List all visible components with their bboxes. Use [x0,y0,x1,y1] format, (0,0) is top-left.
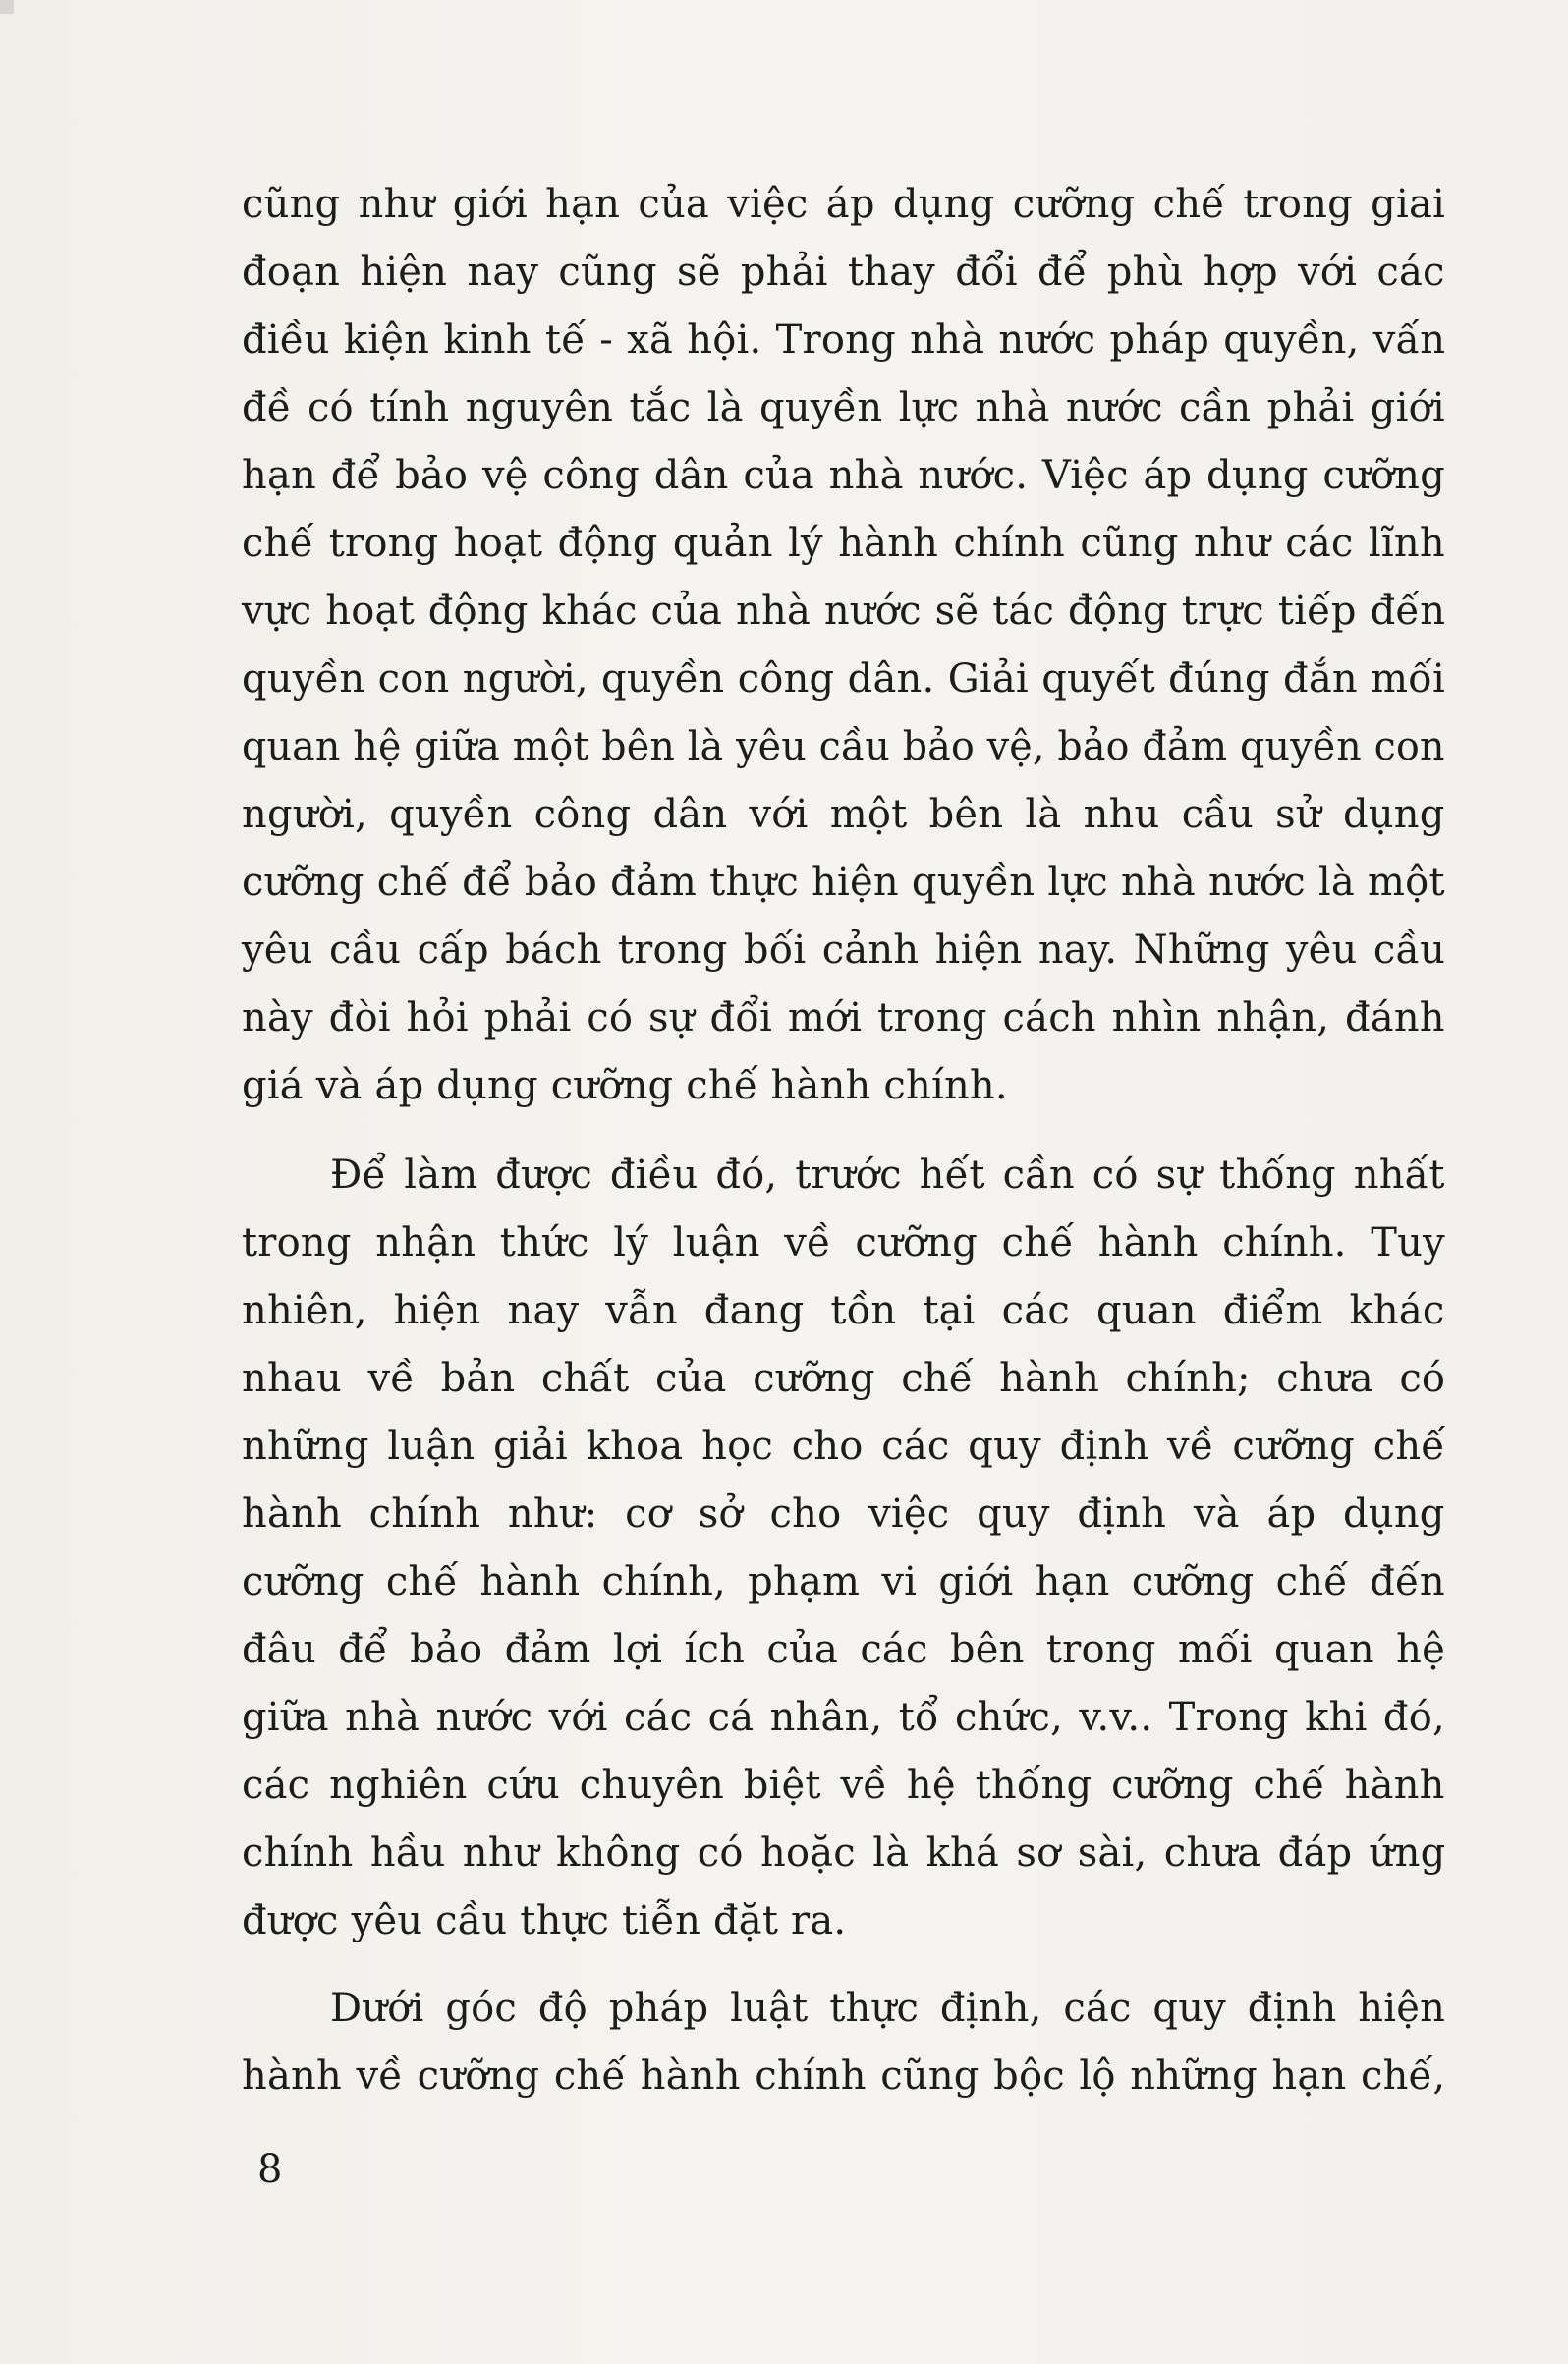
text-line: những luận giải khoa học cho các quy định về cưỡng chế [242,1424,1446,1469]
text-line: đoạn hiện nay cũng sẽ phải thay đổi để phù hợp với các [242,250,1445,295]
text-line: các nghiên cứu chuyên biệt về hệ thống cưỡng chế hành [242,1763,1445,1808]
text-line: giữa nhà nước với các cá nhân, tổ chức, v.v.. Trong khi đó, [242,1695,1445,1740]
text-line: này đòi hỏi phải có sự đổi mới trong cách nhìn nhận, đánh [242,995,1445,1041]
text-line: hành về cưỡng chế hành chính cũng bộc lộ những hạn chế, [242,2054,1446,2099]
text-line: quyền con người, quyền công dân. Giải quyết đúng đắn mối [242,656,1445,702]
page-number: 8 [257,2147,283,2192]
text-line: người, quyền công dân với một bên là nhu cầu sử dụng [242,792,1445,837]
text-line: vực hoạt động khác của nhà nước sẽ tác động trực tiếp đến [242,589,1446,634]
text-line: cưỡng chế để bảo đảm thực hiện quyền lực nhà nước là một [242,860,1445,905]
text-line: Để làm được điều đó, trước hết cần có sự thống nhất [330,1153,1445,1198]
text-line: được yêu cầu thực tiễn đặt ra. [242,1898,847,1943]
text-line: nhiên, hiện nay vẫn đang tồn tại các quan điểm khác [242,1288,1445,1333]
text-line: hành chính như: cơ sở cho việc quy định và áp dụng [242,1492,1445,1537]
text-line: Dưới góc độ pháp luật thực định, các quy định hiện [330,1986,1446,2031]
text-line: cũng như giới hạn của việc áp dụng cưỡng chế trong giai [242,182,1446,227]
text-line: chế trong hoạt động quản lý hành chính cũng như các lĩnh [242,521,1445,566]
text-line: chính hầu như không có hoặc là khá sơ sài, chưa đáp ứng [242,1830,1446,1876]
text-line: hạn để bảo vệ công dân của nhà nước. Việc áp dụng cưỡng [242,453,1445,498]
text-line: giá và áp dụng cưỡng chế hành chính. [242,1063,1008,1108]
text-line: nhau về bản chất của cưỡng chế hành chính; chưa có [242,1356,1446,1401]
text-line: đâu để bảo đảm lợi ích của các bên trong mối quan hệ [242,1627,1445,1672]
text-line: cưỡng chế hành chính, phạm vi giới hạn cưỡng chế đến [242,1559,1445,1604]
text-line: đề có tính nguyên tắc là quyền lực nhà nước cần phải giới [242,385,1445,430]
text-line: trong nhận thức lý luận về cưỡng chế hành chính. Tuy [242,1220,1445,1266]
scan-corner-mark [0,0,14,14]
text-line: yêu cầu cấp bách trong bối cảnh hiện nay. Những yêu cầu [242,928,1446,973]
text-line: điều kiện kinh tế - xã hội. Trong nhà nước pháp quyền, vấn [242,317,1446,363]
text-line: quan hệ giữa một bên là yêu cầu bảo vệ, bảo đảm quyền con [242,724,1445,769]
